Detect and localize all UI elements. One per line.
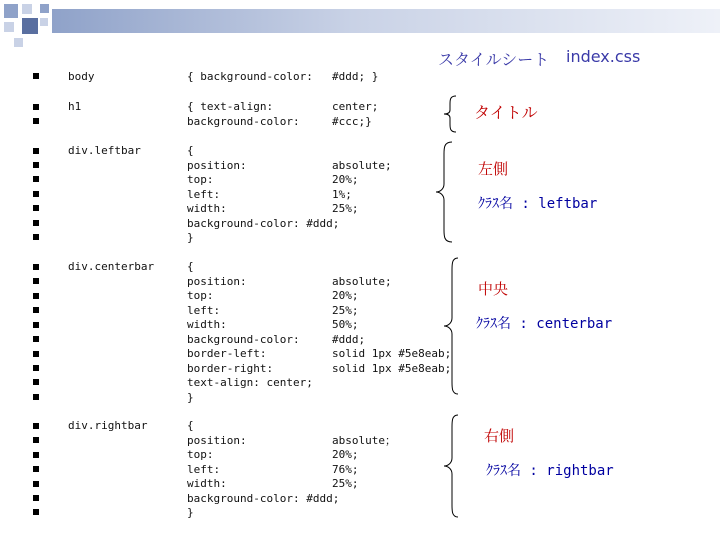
prop-line: } [187, 390, 194, 404]
brace-title [440, 94, 464, 134]
value-line: 25%; [332, 202, 359, 215]
selector-body: body [68, 70, 95, 83]
selector-centerbar: div.centerbar [68, 260, 155, 273]
prop-line: { [187, 260, 194, 273]
value-line: #ddd; [332, 332, 366, 346]
prop-line: position: [187, 274, 247, 288]
selector-rightbar: div.rightbar [68, 419, 148, 432]
prop-line: top: [187, 289, 214, 302]
prop-line: border-left: [187, 347, 267, 360]
prop-line: { [187, 419, 194, 432]
value-line: 76%; [332, 462, 359, 476]
brace-leftbar [430, 140, 460, 244]
value-line: solid 1px #5e8eab; [332, 347, 452, 360]
annotation-title: タイトル [474, 103, 538, 122]
value-line: absolute; [332, 274, 392, 288]
header-bar [52, 9, 720, 33]
prop-line: width: [187, 318, 227, 331]
prop-line: background-color: [187, 114, 300, 128]
brace-centerbar [440, 256, 464, 396]
prop-line: left: [187, 462, 221, 476]
annotation-center: 中央 [478, 280, 509, 298]
value-line: 50%; [332, 318, 359, 331]
prop-line: text-align: center; [187, 376, 313, 389]
value-line: 20%; [332, 448, 359, 461]
prop-line: width: [187, 477, 227, 490]
prop-line: background-color: [187, 332, 300, 346]
value-line: center; [332, 100, 379, 113]
value-line: 20%; [332, 289, 359, 302]
prop-line: left: [187, 303, 221, 317]
prop-line: left: [187, 187, 221, 201]
prop-line: top: [187, 173, 214, 186]
value-line: solid 1px #5e8eab; [332, 361, 452, 375]
prop-line: { [187, 144, 194, 157]
value-line: 25%; [332, 477, 359, 490]
slide-title-file: index.css [566, 47, 641, 66]
prop-line: position: [187, 433, 247, 447]
brace-rightbar [440, 413, 464, 519]
value-line: 1%; [332, 187, 352, 201]
value-line: absolute; [332, 158, 392, 172]
annotation-left: 左側 [478, 160, 509, 178]
prop-line: top: [187, 448, 214, 461]
prop-line: { background-color: [187, 70, 313, 83]
prop-line: border-right: [187, 361, 274, 375]
value-line: #ccc;} [332, 114, 372, 128]
slide-title-jp: スタイルシート [438, 50, 550, 69]
value-line: #ddd; } [332, 70, 379, 83]
annotation-left-class: ｸﾗｽ名 : leftbar [478, 196, 598, 212]
value-line: 20%; [332, 173, 359, 186]
annotation-right-class: ｸﾗｽ名 : rightbar [486, 463, 614, 479]
prop-line: background-color: #ddd; [187, 491, 340, 505]
prop-line: position: [187, 158, 247, 172]
prop-line: } [187, 231, 194, 244]
annotation-right: 右側 [484, 427, 515, 445]
prop-line: width: [187, 202, 227, 215]
prop-line: { text-align: [187, 100, 274, 113]
annotation-center-class: ｸﾗｽ名 : centerbar [476, 316, 613, 332]
prop-line: } [187, 506, 194, 519]
prop-line: background-color: #ddd; [187, 216, 340, 230]
value-line: absolute； [332, 433, 396, 447]
value-line: 25%; [332, 303, 359, 317]
selector-h1: h1 [68, 100, 82, 113]
selector-leftbar: div.leftbar [68, 144, 141, 157]
